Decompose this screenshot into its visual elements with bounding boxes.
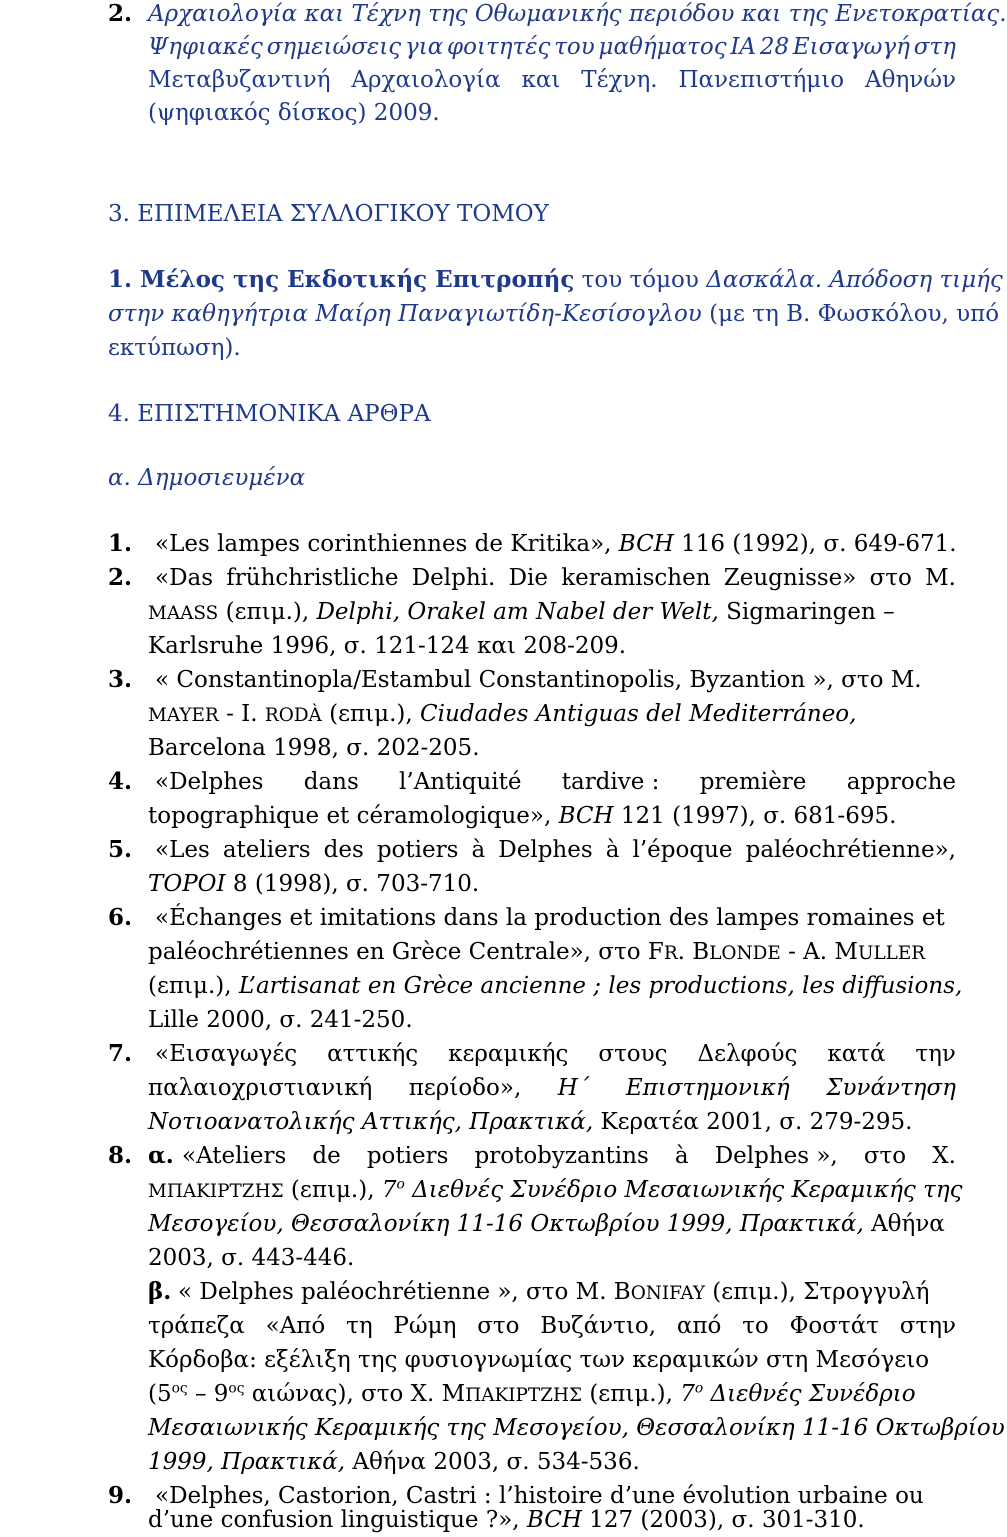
section-heading-4: 4. ΕΠΙΣΤΗΜΟΝΙΚΑ ΑΡΘΡΑ [108, 401, 431, 427]
article-6-number: 6. [108, 904, 133, 931]
subheading-published: α. Δημοσιευμένα [108, 465, 306, 491]
article-8-number: 8. [108, 1142, 133, 1169]
article-8a-line-4: 2003, σ. 443-446. [148, 1245, 355, 1271]
article-8a-label: α. [148, 1142, 174, 1169]
article-1-line-1: «Les lampes corinthiennes de Kritika», BCH 116 (1992), σ. 649-671. [155, 531, 957, 557]
article-5-line-2: TOPOI 8 (1998), σ. 703-710. [148, 871, 480, 897]
article-5-number: 5. [108, 836, 133, 863]
article-5-line-1: «Les ateliers des potiers à Delphes à l’époque paléochrétienne», [155, 837, 956, 863]
section3-item-line-1: 1. Μέλος της Εκδοτικής Επιτροπής του τόμου Δασκάλα. Απόδοση τιμής [108, 266, 1003, 293]
article-2-line-2: MAASS (επιμ.), Delphi, Orakel am Nabel der Welt, Sigmaringen – [148, 599, 895, 625]
article-2-line-1: «Das frühchristliche Delphi. Die keramischen Zeugnisse» στο M. [155, 565, 956, 591]
article-3-line-3: Barcelona 1998, σ. 202-205. [148, 735, 480, 761]
article-6-line-2: paléochrétiennes en Grèce Centrale», στο FR. BLONDE - A. MULLER [148, 939, 926, 965]
article-9-line-2: d’une confusion linguistique ?», BCH 127 (2003), σ. 301-310. [148, 1507, 865, 1533]
section-heading-3: 3. ΕΠΙΜΕΛΕΙΑ ΣΥΛΛΟΓΙΚΟΥ ΤΟΜΟΥ [108, 201, 549, 227]
article-3-number: 3. [108, 666, 133, 693]
article-8a-line-1: «Ateliers de potiers protobyzantins à Delphes », στο Χ. [182, 1143, 956, 1169]
article-8b-line-4: ($5^{o\varsigma} - 9^{o\varsigma}$ αιώνας), στο Χ. ΜΠΑΚΙΡΤΖΗΣ (επιμ.), $7^o$ Διεθνές Συνέδριο [148, 1380, 916, 1407]
article-2-number: 2. [108, 564, 133, 591]
article-6-line-3: (επιμ.), L’artisanat en Grèce ancienne ; les productions, les diffusions, [148, 973, 963, 999]
article-8b-line-3: Κόρδοβα: εξέλιξη της φυσιογνωμίας των κεραμικών στη Μεσόγειο [148, 1347, 930, 1373]
article-4-line-1: «Delphes dans l’Antiquité tardive : première approche [155, 769, 956, 795]
article-9-number: 9. [108, 1482, 133, 1509]
intro-line-4: (ψηφιακός δίσκος) 2009. [148, 100, 440, 126]
article-8b-line-6: 1999, Πρακτικά, Αθήνα 2003, σ. 534-536. [148, 1449, 640, 1475]
intro-line-1: Αρχαιολογία και Τέχνη της Οθωμανικής περιόδου και της Ενετοκρατίας. [148, 1, 1007, 27]
article-6-line-1: «Échanges et imitations dans la production des lampes romaines et [155, 905, 945, 931]
article-8b-line-1: « Delphes paléochrétienne », στο M. BONIFAY (επιμ.), Στρογγυλή [178, 1279, 930, 1305]
article-8b-line-5: Μεσαιωνικής Κεραμικής της Μεσογείου, Θεσσαλονίκη 11-16 Οκτωβρίου [148, 1415, 1005, 1441]
article-8a-line-2: ΜΠΑΚΙΡΤΖΗΣ (επιμ.), $7^o$ Διεθνές Συνέδριο Μεσαιωνικής Κεραμικής της [148, 1176, 963, 1203]
article-7-line-2: παλαιοχριστιανική περίοδο», Η΄ Επιστημονική Συνάντηση [148, 1075, 956, 1101]
article-8b-line-2: τράπεζα «Από τη Ρώμη στο Βυζάντιο, από το Φοστάτ στην [148, 1313, 956, 1339]
article-4-line-2: topographique et céramologique», BCH 121 (1997), σ. 681-695. [148, 803, 897, 829]
article-8a-line-3: Μεσογείου, Θεσσαλονίκη 11-16 Οκτωβρίου 1999, Πρακτικά, Αθήνα [148, 1211, 945, 1237]
article-3-line-2: MAYER - I. RODÀ (επιμ.), Ciudades Antiguas del Mediterráneo, [148, 701, 857, 727]
article-9-line-1: «Delphes, Castorion, Castri : l’histoire d’une évolution urbaine ou [155, 1483, 924, 1509]
section3-item-line-3: εκτύπωση). [108, 335, 241, 361]
intro-number: 2. [108, 0, 133, 27]
article-7-line-1: «Εισαγωγές αττικής κεραμικής στους Δελφούς κατά την [155, 1041, 956, 1067]
article-3-line-1: « Constantinopla/Estambul Constantinopolis, Byzantion », στο M. [155, 667, 922, 693]
article-8b-label: β. [148, 1278, 172, 1305]
intro-line-3: Μεταβυζαντινή Αρχαιολογία και Τέχνη. Πανεπιστήμιο Αθηνών [148, 67, 956, 93]
article-7-number: 7. [108, 1040, 133, 1067]
article-2-line-3: Karlsruhe 1996, σ. 121-124 και 208-209. [148, 633, 627, 659]
article-7-line-3: Νοτιοανατολικής Αττικής, Πρακτικά, Κερατέα 2001, σ. 279-295. [148, 1109, 913, 1135]
article-6-line-4: Lille 2000, σ. 241-250. [148, 1007, 413, 1033]
intro-line-2: Ψηφιακές σημειώσεις για φοιτητές του μαθήματος ΙΑ 28 Εισαγωγή στη [148, 34, 956, 60]
section3-item-line-2: στην καθηγήτρια Μαίρη Παναγιωτίδη-Κεσίσογλου (με τη Β. Φωσκόλου, υπό [108, 301, 1000, 327]
article-4-number: 4. [108, 768, 133, 795]
article-1-number: 1. [108, 530, 133, 557]
